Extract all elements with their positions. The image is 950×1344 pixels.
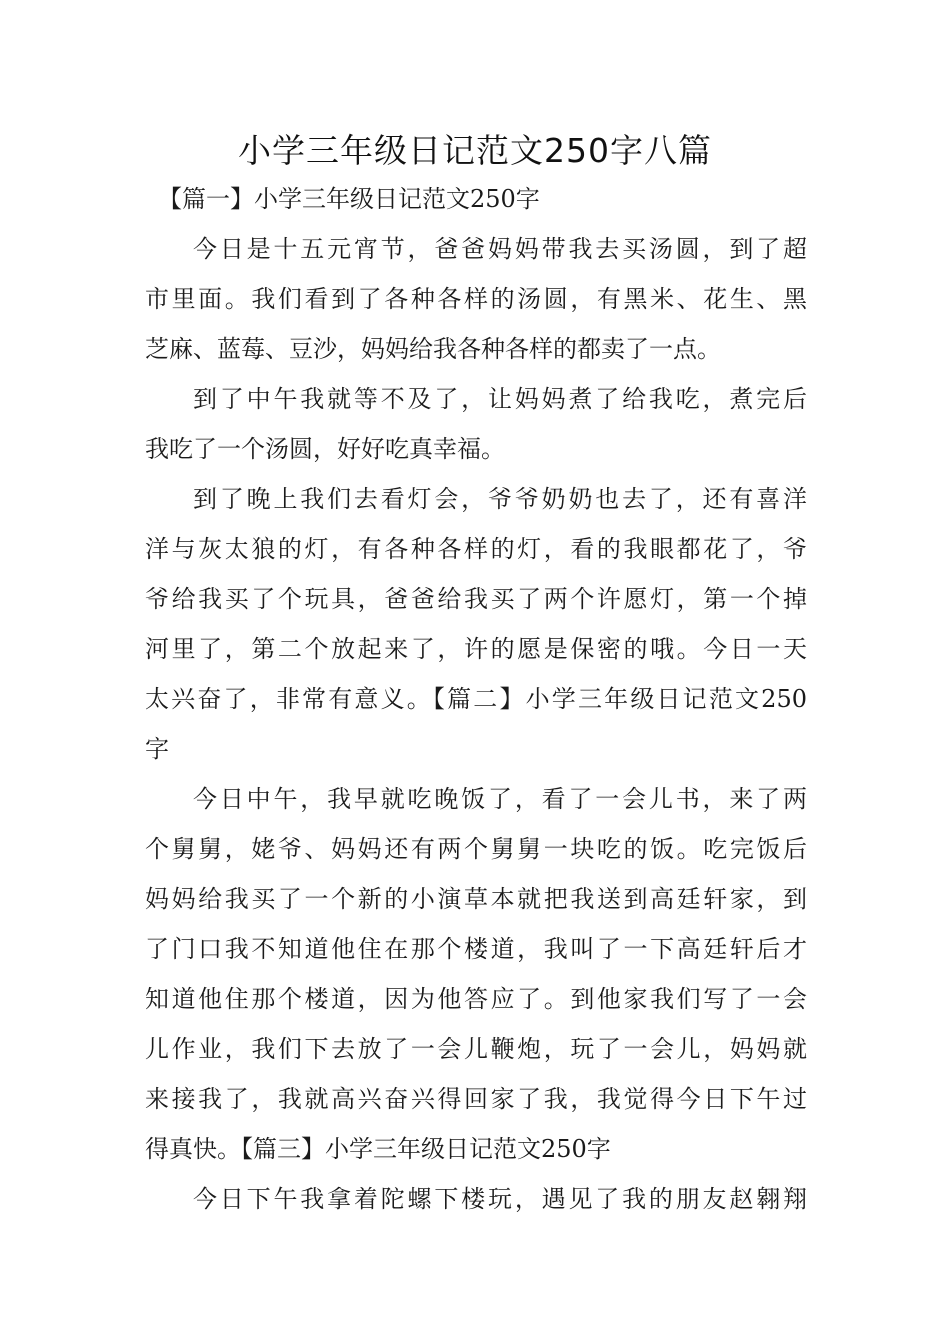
paragraph-line: 今日中午，我早就吃晚饭了，看了一会儿书，来了两 xyxy=(193,785,807,813)
paragraph-line: 知道他住那个楼道，因为他答应了。到他家我们写了一会 xyxy=(145,985,807,1013)
paragraph-line: 洋与灰太狼的灯，有各种各样的灯，看的我眼都花了，爷 xyxy=(145,535,807,563)
document-title: 小学三年级日记范文250字八篇 xyxy=(238,131,712,170)
section-heading-1: 【篇一】小学三年级日记范文250字 xyxy=(158,185,540,213)
paragraph-line: 字 xyxy=(145,735,169,763)
paragraph-line: 到了中午我就等不及了，让妈妈煮了给我吃，煮完后 xyxy=(193,385,807,413)
paragraph-line: 来接我了，我就高兴奋兴得回家了我，我觉得今日下午过 xyxy=(145,1085,807,1113)
paragraph-line: 儿作业，我们下去放了一会儿鞭炮，玩了一会儿，妈妈就 xyxy=(145,1035,807,1063)
paragraph-line: 个舅舅，姥爷、妈妈还有两个舅舅一块吃的饭。吃完饭后 xyxy=(145,835,807,863)
paragraph-line: 爷给我买了个玩具，爸爸给我买了两个许愿灯，第一个掉 xyxy=(145,585,807,613)
paragraph-line: 市里面。我们看到了各种各样的汤圆，有黑米、花生、黑 xyxy=(145,285,807,313)
paragraph-line: 妈妈给我买了一个新的小演草本就把我送到高廷轩家，到 xyxy=(145,885,807,913)
paragraph-line: 今日是十五元宵节，爸爸妈妈带我去买汤圆，到了超 xyxy=(193,235,807,263)
paragraph-line: 得真快。【篇三】小学三年级日记范文250字 xyxy=(145,1135,611,1163)
paragraph-line: 今日下午我拿着陀螺下楼玩，遇见了我的朋友赵翱翔 xyxy=(193,1185,807,1213)
paragraph-line: 河里了，第二个放起来了，许的愿是保密的哦。今日一天 xyxy=(145,635,807,663)
paragraph-line: 到了晚上我们去看灯会，爷爷奶奶也去了，还有喜洋 xyxy=(193,485,807,513)
paragraph-line: 了门口我不知道他住在那个楼道，我叫了一下高廷轩后才 xyxy=(145,935,807,963)
paragraph-line: 太兴奋了，非常有意义。【篇二】小学三年级日记范文250 xyxy=(145,685,807,713)
paragraph-line: 芝麻、蓝莓、豆沙，妈妈给我各种各样的都卖了一点。 xyxy=(145,335,721,363)
paragraph-line: 我吃了一个汤圆，好好吃真幸福。 xyxy=(145,435,505,463)
